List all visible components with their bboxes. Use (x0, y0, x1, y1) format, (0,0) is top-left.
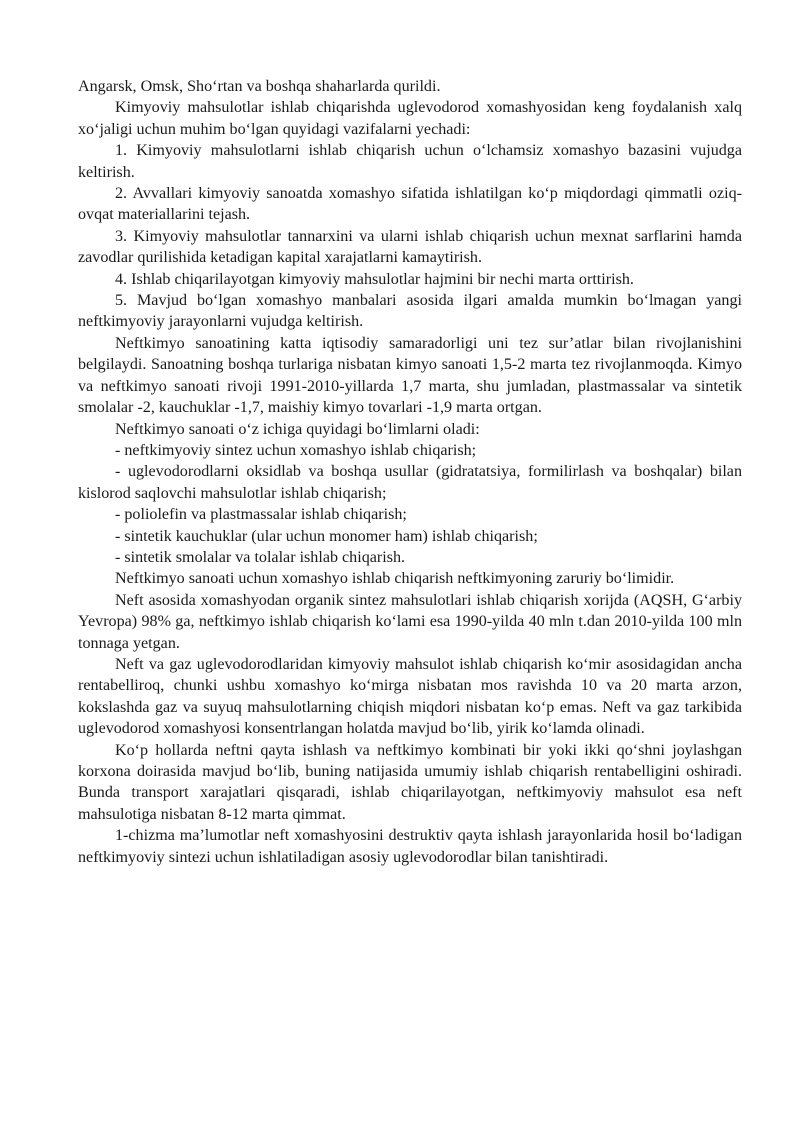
document-page (78, 76, 742, 868)
paragraph-task-4: 4. Ishlab chiqarilayotgan kimyoviy mahsulotlar hajmini bir nechi marta orttirish. (115, 270, 634, 288)
paragraph-efficiency: Neftkimyo sanoatining katta iqtisodiy samaradorligi uni tez sur’atlar bilan rivojlanishini belgilaydi. Sanoatning boshqa turlariga nisbatan kimyo sanoati 1,5-2 marta tez rivojlanmoqda. Kimyo va neftkimyo sanoati rivoji 1991-2010-yillarda 1,7 marta, shu jumladan, plastmassalar va sintetik smolalar -2, kauchuklar -1,7, maishiy kimyo tovarlari -1,9 marta ortgan. (78, 334, 742, 417)
paragraph-figure-ref: 1-chizma ma’lumotlar neft xomashyosini destruktiv qayta ishlash jarayonlarida hosil bo‘ladigan neftkimyoviy sintezi uchun ishlatiladigan asosiy uglevodorodlar bilan tanishtiradi. (78, 827, 742, 866)
paragraph-raw-material-section: Neftkimyo sanoati uchun xomashyo ishlab chiqarish neftkimyoning zaruriy bo‘limidir. (115, 570, 675, 588)
paragraph-task-2: 2. Avvallari kimyoviy sanoatda xomashyo sifatida ishlatilgan ko‘p miqdordagi qimmatli oziq-ovqat materiallarini tejash. (78, 185, 742, 224)
list-item-polyolefin: - poliolefin va plastmassalar ishlab chiqarish; (115, 506, 407, 524)
list-item-raw-materials: - neftkimyoviy sintez uchun xomashyo ishlab chiqarish; (115, 441, 477, 459)
paragraph-sections-lead: Neftkimyo sanoati o‘z ichiga quyidagi bo‘limlarni oladi: (115, 420, 480, 438)
paragraph-tasks-lead: Kimyoviy mahsulotlar ishlab chiqarishda uglevodorod xomashyosidan keng foydalanish xalq xo‘jaligi uchun muhim bo‘lgan quyidagi vazifalarni yechadi: (78, 99, 742, 138)
paragraph-task-5: 5. Mavjud bo‘lgan xomashyo manbalari asosida ilgari amalda mumkin bo‘lmagan yangi neftkimyoviy jarayonlarni vujudga keltirish. (78, 292, 742, 331)
list-item-oxidation: - uglevodorodlarni oksidlab va boshqa usullar (gidratatsiya, formilirlash va boshqalar) bilan kislorod saqlovchi mahsulotlar ishlab chiqarish; (78, 463, 742, 502)
paragraph-task-3: 3. Kimyoviy mahsulotlar tannarxini va ularni ishlab chiqarish uchun mexnat sarflarini hamda zavodlar qurilishida ketadigan kapital xarajatlarni kamaytirish. (78, 227, 742, 267)
list-item-rubbers: - sintetik kauchuklar (ular uchun monomer ham) ishlab chiqarish; (115, 527, 538, 545)
paragraph-oil-gas: Neft va gaz uglevodorodlaridan kimyoviy mahsulot ishlab chiqarish ko‘mir asosidagidan ancha rentabelliroq, chunki ushbu xomashyo ko‘mirga nisbatan mos ravishda 10 va 20 marta arzon, kokslashda gaz va suyuq mahsulotlarning chiqish miqdori nisbatan ko‘p emas. Neft va gaz tarkibida uglevodorod xomashyosi konsentrlangan holatda mavjud bo‘lib, yirik ko‘lamda olinadi. (78, 655, 742, 738)
paragraph-task-1: 1. Kimyoviy mahsulotlarni ishlab chiqarish uchun o‘lchamsiz xomashyo bazasini vujudga keltirish. (78, 142, 742, 181)
paragraph-abroad: Neft asosida xomashyodan organik sintez mahsulotlari ishlab chiqarish xorijda (AQSH, G‘arbiy Yevropa) 98% ga, neftkimyo ishlab chiqarish ko‘lami esa 1990-yilda 40 mln t.dan 2010-yilda 100 mln tonnaga yetgan. (78, 591, 742, 652)
paragraph-combine: Ko‘p hollarda neftni qayta ishlash va neftkimyo kombinati bir yoki ikki qo‘shni joylashgan korxona doirasida mavjud bo‘lib, buning natijasida umumiy ishlab chiqarish rentabelligini oshiradi. Bunda transport xarajatlari qisqaradi, ishlab chiqarilayotgan, neftkimyoviy mahsulot esa neft mahsulotiga nisbatan 8-12 marta qimmat. (78, 741, 742, 823)
paragraph-intro: Angarsk, Omsk, Sho‘rtan va boshqa shaharlarda qurildi. (78, 78, 441, 95)
list-item-resins: - sintetik smolalar va tolalar ishlab chiqarish. (115, 548, 406, 566)
